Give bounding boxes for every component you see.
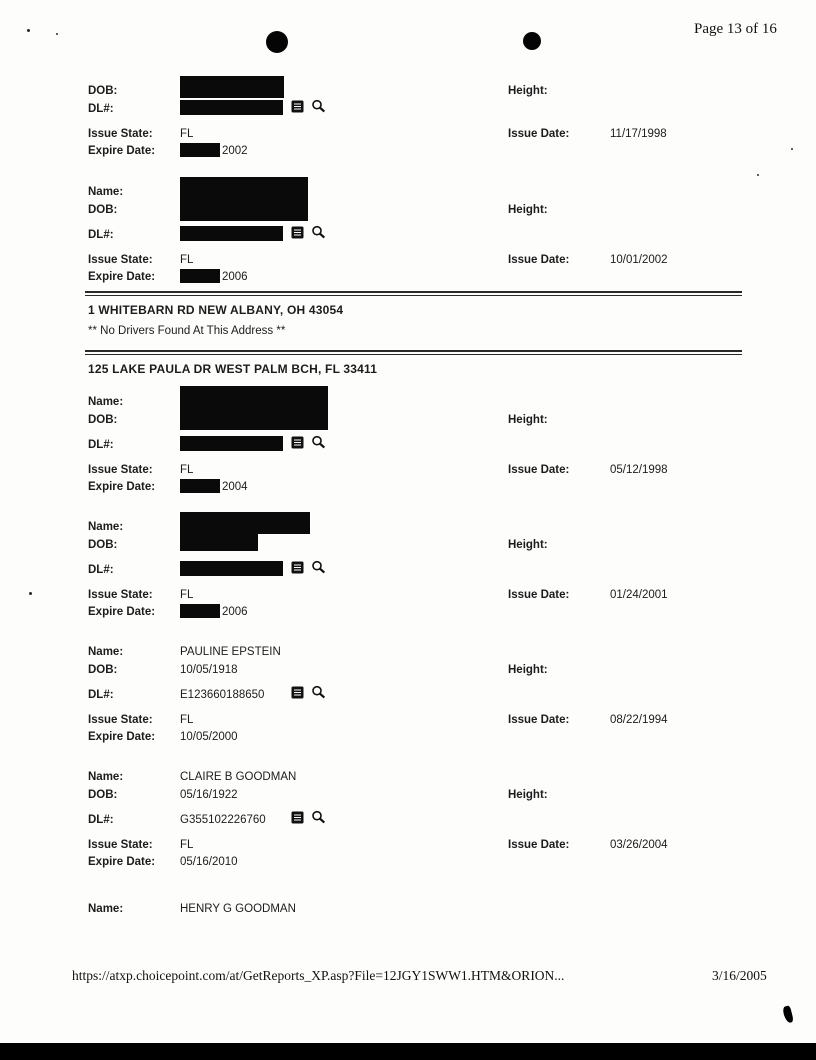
expire-date-label: Expire Date: [88,856,156,868]
no-drivers-note: ** No Drivers Found At This Address ** [88,325,286,337]
search-icon [311,685,326,699]
redacted-dob-value [180,532,258,551]
footer-url: https://atxp.choicepoint.com/at/GetReports_XP.asp?File=12JGY1SWW1.HTM&ORION... [72,968,565,983]
scan-edge-artifact [0,1043,816,1060]
redacted-expire-value [180,269,220,283]
dob-label: DOB: [88,789,118,801]
expire-date-label: Expire Date: [88,271,156,283]
search-icon [311,99,326,113]
expire-year-value: 2006 [222,271,248,283]
search-icon [311,810,326,824]
issue-state-label: Issue State: [88,128,153,140]
address-heading: 125 LAKE PAULA DR WEST PALM BCH, FL 33411 [88,362,378,376]
dl-number-label: DL#: [88,689,114,701]
page-number: Page 13 of 16 [694,21,777,37]
dl-number-label: DL#: [88,229,114,241]
issue-state-value: FL [180,714,194,726]
height-label: Height: [508,85,548,97]
issue-state-label: Issue State: [88,589,153,601]
issue-state-value: FL [180,128,194,140]
name-label: Name: [88,646,124,658]
issue-date-value: 08/22/1994 [610,714,668,726]
issue-date-value: 05/12/1998 [610,464,668,476]
dob-label: DOB: [88,414,118,426]
dob-label: DOB: [88,85,118,97]
dl-number-label: DL#: [88,564,114,576]
search-icon [311,435,326,449]
report-grid-icon [291,686,304,699]
scan-speck [791,148,793,150]
dob-value: 05/16/1922 [180,789,238,801]
section-divider [85,350,742,355]
address-heading: 1 WHITEBARN RD NEW ALBANY, OH 43054 [88,303,344,317]
redacted-expire-value [180,143,220,157]
height-label: Height: [508,664,548,676]
name-value: CLAIRE B GOODMAN [180,771,297,783]
redacted-dl-value [180,436,283,451]
height-label: Height: [508,414,548,426]
name-label: Name: [88,903,124,915]
search-icon [311,225,326,239]
scan-speck [56,33,58,35]
dob-label: DOB: [88,204,118,216]
expire-year-value: 2002 [222,145,248,157]
search-icon [311,560,326,574]
issue-date-label: Issue Date: [508,714,570,726]
hole-punch-mark [266,31,288,53]
name-label: Name: [88,771,124,783]
height-label: Height: [508,539,548,551]
dob-label: DOB: [88,539,118,551]
pen-mark-artifact [782,1005,794,1023]
report-grid-icon [291,811,304,824]
redacted-dob-value [180,76,284,98]
redacted-dl-value [180,226,283,241]
expire-year-value: 2006 [222,606,248,618]
dl-number-label: DL#: [88,103,114,115]
report-grid-icon [291,561,304,574]
height-label: Height: [508,789,548,801]
dl-number-value: G355102226760 [180,814,266,826]
dl-number-label: DL#: [88,439,114,451]
height-label: Height: [508,204,548,216]
redacted-dl-value [180,100,283,115]
name-label: Name: [88,186,124,198]
expire-date-label: Expire Date: [88,606,156,618]
expire-date-label: Expire Date: [88,731,156,743]
redacted-dl-value [180,561,283,576]
issue-state-value: FL [180,839,194,851]
issue-date-label: Issue Date: [508,128,570,140]
issue-date-value: 11/17/1998 [610,128,667,140]
issue-date-value: 03/26/2004 [610,839,668,851]
scan-speck [27,29,30,32]
issue-date-value: 10/01/2002 [610,254,668,266]
issue-state-label: Issue State: [88,714,153,726]
issue-date-value: 01/24/2001 [610,589,668,601]
name-label: Name: [88,521,124,533]
scan-speck [757,174,759,176]
name-value: HENRY G GOODMAN [180,903,296,915]
issue-date-label: Issue Date: [508,464,570,476]
issue-state-value: FL [180,464,194,476]
name-value: PAULINE EPSTEIN [180,646,281,658]
expire-date-value: 05/16/2010 [180,856,238,868]
section-divider [85,291,742,296]
issue-date-label: Issue Date: [508,839,570,851]
expire-date-label: Expire Date: [88,481,156,493]
report-grid-icon [291,436,304,449]
name-label: Name: [88,396,124,408]
redacted-name-value [180,512,310,534]
expire-date-value: 10/05/2000 [180,731,238,743]
footer-date: 3/16/2005 [712,968,767,983]
scan-speck [29,592,32,595]
issue-date-label: Issue Date: [508,589,570,601]
issue-state-label: Issue State: [88,839,153,851]
issue-state-label: Issue State: [88,464,153,476]
dl-number-value: E123660188650 [180,689,265,701]
issue-state-value: FL [180,254,194,266]
report-grid-icon [291,100,304,113]
issue-date-label: Issue Date: [508,254,570,266]
expire-year-value: 2004 [222,481,248,493]
dob-value: 10/05/1918 [180,664,238,676]
redacted-expire-value [180,479,220,493]
issue-state-value: FL [180,589,194,601]
redacted-expire-value [180,604,220,618]
expire-date-label: Expire Date: [88,145,156,157]
hole-punch-mark [523,32,541,50]
report-grid-icon [291,226,304,239]
dob-label: DOB: [88,664,118,676]
dl-number-label: DL#: [88,814,114,826]
issue-state-label: Issue State: [88,254,153,266]
